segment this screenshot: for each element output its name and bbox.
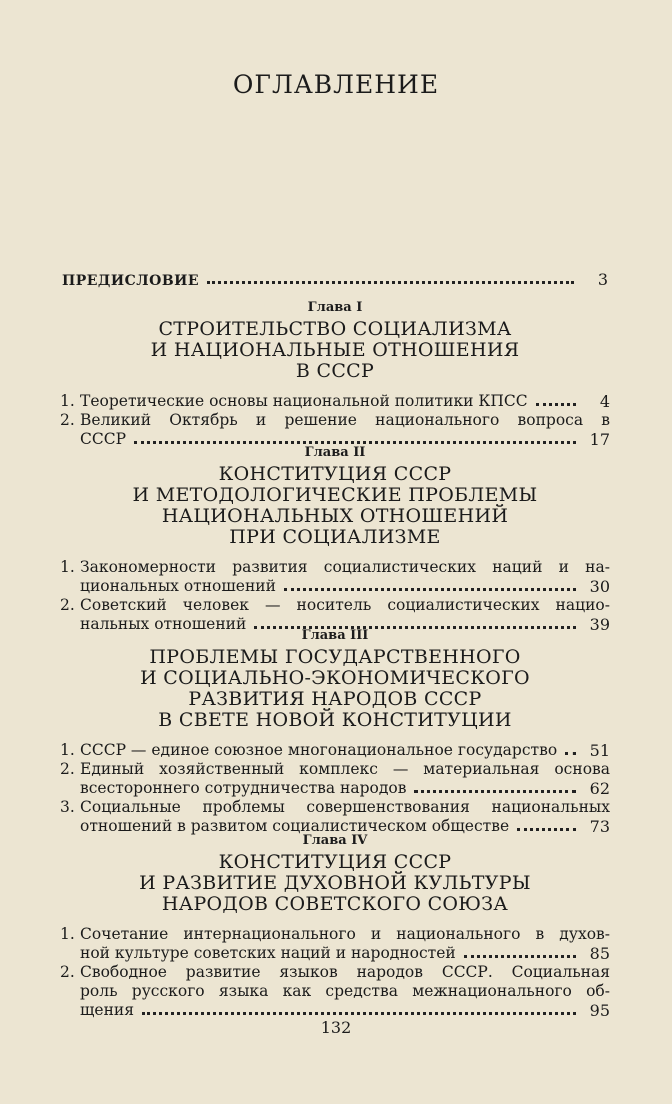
chapter-4 [60, 833, 610, 1020]
leader-dots [464, 955, 576, 958]
entry-text [80, 411, 610, 449]
entry-line: Теоретические основы национальной политики КПСС [80, 392, 528, 410]
chapter-title-line: КОНСТИТУЦИЯ СССР [218, 463, 452, 485]
toc-entry[interactable] [60, 798, 610, 836]
preface-entry[interactable] [62, 270, 608, 289]
entry-line: Единый хозяйственный комплекс — материальная основа [80, 760, 610, 778]
chapter-title [60, 464, 610, 548]
entry-number: 3. [60, 798, 75, 816]
entry-line: Закономерности развития социалистических наций и на- [80, 558, 610, 576]
entry-number: 2. [60, 760, 75, 778]
entry-line: Сочетание интернационального и национального в духов- [80, 925, 610, 943]
entry-line: Социальные проблемы совершенствования национальных [80, 798, 610, 816]
leader-dots [134, 441, 576, 444]
entry-text [80, 392, 610, 411]
entry-number: 1. [60, 558, 75, 576]
leader-dots [414, 790, 576, 793]
preface-label: ПРЕДИСЛОВИЕ [62, 273, 200, 289]
toc-entry[interactable] [60, 741, 610, 760]
entry-last-line [80, 392, 610, 411]
entry-text [80, 925, 610, 963]
entry-page: 4 [599, 392, 610, 411]
entry-line: всестороннего сотрудничества народов [80, 779, 407, 797]
chapter-title-line: ПРОБЛЕМЫ ГОСУДАРСТВЕННОГО [149, 646, 521, 668]
chapter-title-line: И НАЦИОНАЛЬНЫЕ ОТНОШЕНИЯ [150, 339, 520, 361]
toc-entry[interactable] [60, 411, 610, 449]
entry-line: ной культуре советских наций и народностей [80, 944, 456, 962]
leader-dots [142, 1012, 576, 1015]
chapter-title-line: В СВЕТЕ НОВОЙ КОНСТИТУЦИИ [158, 709, 512, 731]
chapter-title-line: И СОЦИАЛЬНО-ЭКОНОМИЧЕСКОГО [140, 667, 530, 689]
toc-entry[interactable] [60, 963, 610, 1020]
entry-line: Советский человек — носитель социалистических нацио- [80, 596, 610, 614]
entry-number: 1. [60, 392, 75, 410]
chapter-title-line: ПРИ СОЦИАЛИЗМЕ [229, 526, 441, 548]
leader-dots [536, 403, 576, 406]
entry-number: 2. [60, 963, 75, 981]
chapter-title-line: КОНСТИТУЦИЯ СССР [218, 851, 452, 873]
page-number: 132 [320, 1018, 352, 1037]
entry-line: циональных отношений [80, 577, 276, 595]
entry-line: СССР — единое союзное многонациональное государство [80, 741, 558, 759]
entry-line: щения [80, 1001, 135, 1019]
chapter-number: Глава IV [302, 833, 368, 848]
chapter-number: Глава I [307, 300, 363, 315]
chapter-number: Глава II [304, 445, 366, 460]
entry-last-line [80, 779, 610, 798]
entry-line: отношений в развитом социалистическом обществе [80, 817, 510, 835]
leader-dots [207, 281, 574, 284]
leader-dots [565, 752, 576, 755]
chapter-title-line: НАЦИОНАЛЬНЫХ ОТНОШЕНИЙ [161, 505, 509, 527]
entry-number: 2. [60, 596, 75, 614]
entry-page: 39 [589, 615, 610, 634]
toc-entry[interactable] [60, 558, 610, 596]
chapter-2 [60, 445, 610, 634]
chapter-3 [60, 628, 610, 836]
entry-page: 51 [589, 741, 610, 760]
preface-page: 3 [597, 270, 608, 289]
entry-page: 30 [589, 577, 610, 596]
toc-entry[interactable] [60, 392, 610, 411]
chapter-title [60, 319, 610, 382]
chapter-1 [60, 300, 610, 449]
entry-text [80, 798, 610, 836]
entry-line: роль русского языка как средства межнационального об- [80, 982, 610, 1000]
entry-text [80, 741, 610, 760]
entry-line: Великий Октябрь и решение национального вопроса в [80, 411, 610, 429]
entry-page: 85 [589, 944, 610, 963]
entry-page: 95 [589, 1001, 610, 1020]
entry-number: 2. [60, 411, 75, 429]
chapter-title-line: НАРОДОВ СОВЕТСКОГО СОЮЗА [161, 893, 509, 915]
entry-page: 17 [589, 430, 610, 449]
chapter-title-line: И РАЗВИТИЕ ДУХОВНОЙ КУЛЬТУРЫ [139, 872, 531, 894]
chapter-title-line: В СССР [295, 360, 375, 382]
entry-number: 1. [60, 925, 75, 943]
entry-line: нальных отношений [80, 615, 247, 633]
chapter-number: Глава III [301, 628, 369, 643]
entry-number: 1. [60, 741, 75, 759]
toc-entry[interactable] [60, 760, 610, 798]
chapter-title-line: СТРОИТЕЛЬСТВО СОЦИАЛИЗМА [158, 318, 512, 340]
entry-page: 62 [589, 779, 610, 798]
leader-dots [284, 588, 576, 591]
chapter-title [60, 647, 610, 731]
entry-page: 73 [589, 817, 610, 836]
chapter-title-line: И МЕТОДОЛОГИЧЕСКИЕ ПРОБЛЕМЫ [132, 484, 538, 506]
chapter-title [60, 852, 610, 915]
entry-last-line [80, 577, 610, 596]
entry-text [80, 760, 610, 798]
page-title: ОГЛАВЛЕНИЕ [232, 70, 440, 99]
leader-dots [517, 828, 576, 831]
entry-line: СССР [80, 430, 127, 448]
toc-entry[interactable] [60, 925, 610, 963]
entry-line: Свободное развитие языков народов СССР. Социальная [80, 963, 610, 981]
chapter-title-line: РАЗВИТИЯ НАРОДОВ СССР [188, 688, 482, 710]
entry-text [80, 963, 610, 1020]
entry-last-line [80, 741, 610, 760]
entry-last-line [80, 944, 610, 963]
entry-text [80, 558, 610, 596]
